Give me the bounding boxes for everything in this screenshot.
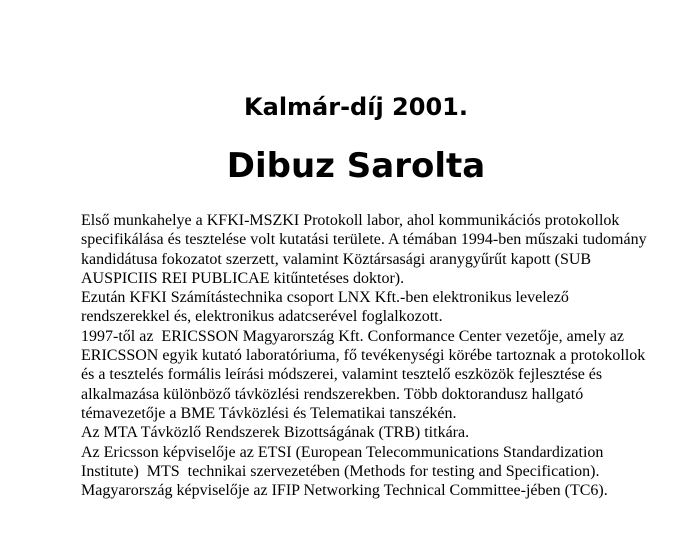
- bio-line: Első munkahelye a KFKI-MSZKI Protokoll labor, ahol kommunikációs protokollok: [81, 212, 620, 229]
- bio-text: [81, 211, 647, 500]
- bio-line: és a tesztelés formális leírási módszerei, valamint tesztelő eszközök fejlesztése és: [81, 366, 603, 384]
- bio-line: Az MTA Távközlő Rendszerek Bizottságának (TRB) titkára.: [81, 424, 470, 442]
- bio-line: kandidátusa fokozatot szerzett, valamint Köztársasági aranygyűrűt kapott (SUB: [81, 250, 592, 268]
- bio-line: ERICSSON egyik kutató laboratóriuma, fő tevékenységi körébe tartoznak a protokollok: [81, 347, 646, 365]
- bio-line: specifikálása és tesztelése volt kutatási területe. A témában 1994-ben műszaki tudomány: [81, 231, 647, 249]
- bio-line: alkalmazása különböző távközlési rendszerekben. Több doktorandusz hallgató: [81, 385, 584, 403]
- bio-line: Institute) MTS technikai szervezetében (Methods for testing and Specification).: [81, 462, 600, 480]
- bio-line: témavezetője a BME Távközlési és Telematikai tanszékén.: [81, 404, 457, 422]
- bio-line: AUSPICIIS REI PUBLICAE kitűntetéses doktor).: [81, 269, 405, 287]
- bio-line: Magyarország képviselője az IFIP Networking Technical Committee-jében (TC6).: [81, 482, 608, 500]
- bio-line: 1997-től az ERICSSON Magyarország Kft. Conformance Center vezetője, amely az: [81, 327, 624, 345]
- bio-line: Az Ericsson képviselője az ETSI (European Telecommunications Standardization: [81, 443, 604, 461]
- bio-line: rendszerekkel és, elektronikus adatcserével foglalkozott.: [81, 308, 443, 326]
- person-name: Dibuz Sarolta: [226, 146, 486, 186]
- bio-line: Ezután KFKI Számítástechnika csoport LNX Kft.-ben elektronikus levelező: [81, 289, 569, 307]
- award-title: Kalmár-díj 2001.: [244, 93, 468, 121]
